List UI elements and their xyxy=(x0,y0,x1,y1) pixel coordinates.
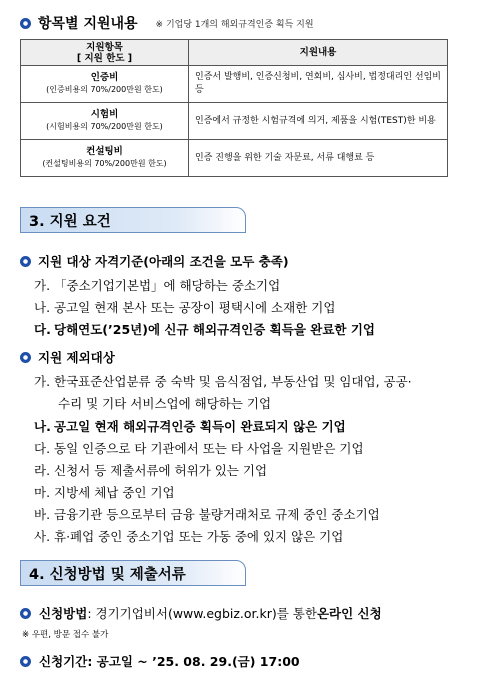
item-limit: (컨설팅비용의 70%/200만원 한도) xyxy=(42,159,167,168)
bullet-icon xyxy=(20,256,31,267)
item-limit: (시험비용의 70%/200만원 한도) xyxy=(46,122,163,131)
col-desc-header: 지원내용 xyxy=(189,40,448,66)
list-text: 「중소기업기본법」에 해당하는 중소기업 xyxy=(54,278,281,293)
list-mark: 사. xyxy=(34,529,51,544)
col-item-header xyxy=(21,40,189,66)
list-mark: 마. xyxy=(34,485,51,500)
item-desc: 인증 진행을 위한 기술 자문료, 서류 대행료 등 xyxy=(189,140,448,177)
item-cell xyxy=(21,140,189,177)
list-mark: 다. xyxy=(34,322,51,337)
list-item xyxy=(34,505,380,523)
section4-title: 4. 신청방법 및 제출서류 xyxy=(20,560,246,586)
list-text: 지방세 체납 중인 기업 xyxy=(54,485,175,500)
item-desc: 인증에서 규정한 시험규격에 의거, 제품을 시험(TEST)한 비용 xyxy=(189,103,448,140)
list-text: 공고일 현재 본사 또는 공장이 평택시에 소재한 기업 xyxy=(54,300,336,315)
list-mark: 가. xyxy=(34,278,51,293)
support-note: ※ 기업당 1개의 해외규격인증 획득 지원 xyxy=(155,19,314,30)
list-text: 공고일 현재 해외규격인증 획득이 완료되지 않은 기업 xyxy=(54,419,346,434)
list-text: 휴·폐업 중인 중소기업 또는 가동 중에 있지 않은 기업 xyxy=(54,529,344,544)
method-label: 신청방법 xyxy=(39,606,88,621)
list-item xyxy=(34,417,346,435)
item-cell xyxy=(21,103,189,140)
method-note: ※ 우편, 방문 접수 불가 xyxy=(22,630,109,640)
exclusion-heading: 지원 제외대상 xyxy=(38,350,115,365)
support-heading-row xyxy=(20,13,314,33)
method-strong: 온라인 신청 xyxy=(316,606,382,621)
list-item xyxy=(34,298,335,316)
list-item xyxy=(34,483,175,501)
list-mark: 다. xyxy=(34,441,51,456)
support-table xyxy=(20,39,448,177)
list-item xyxy=(34,461,267,479)
item-name: 시험비 xyxy=(90,109,119,120)
bullet-icon xyxy=(20,656,31,667)
item-cell xyxy=(21,66,189,103)
exclusion-heading-row xyxy=(20,348,115,366)
list-mark: 나. xyxy=(34,419,51,434)
period-text: : 공고일 ~ ’25. 08. 29.(금) 17:00 xyxy=(87,654,300,669)
item-name: 인증비 xyxy=(90,72,119,83)
item-limit: (인증비용의 70%/200만원 한도) xyxy=(46,85,163,94)
bullet-icon xyxy=(20,18,31,29)
bullet-icon xyxy=(20,608,31,619)
support-heading: 항목별 지원내용 xyxy=(38,16,138,32)
section3-title: 3. 지원 요건 xyxy=(20,207,246,233)
list-mark: 라. xyxy=(34,463,51,478)
list-mark: 가. xyxy=(34,374,51,389)
bullet-icon xyxy=(20,352,31,363)
list-text: 신청서 등 제출서류에 허위가 있는 기업 xyxy=(54,463,268,478)
list-item xyxy=(34,276,280,294)
list-mark: 바. xyxy=(34,507,51,522)
table-row xyxy=(21,103,448,140)
list-item xyxy=(34,372,412,390)
requirement-heading-row xyxy=(20,252,289,270)
method-row xyxy=(20,604,382,622)
table-header-row xyxy=(21,40,448,66)
list-text: 금융기관 등으로부터 금융 불량거래처로 규제 중인 중소기업 xyxy=(54,507,380,522)
list-text: 당해연도(’25년)에 신규 해외규격인증 획득을 완료한 기업 xyxy=(54,322,375,337)
table-row xyxy=(21,66,448,103)
list-text: 한국표준산업분류 중 숙박 및 음식점업, 부동산업 및 임대업, 공공· xyxy=(54,374,412,389)
list-item xyxy=(34,527,343,545)
list-item xyxy=(34,439,364,457)
list-text: 동일 인증으로 타 기관에서 또는 타 사업을 지원받은 기업 xyxy=(54,441,364,456)
period-row xyxy=(20,652,300,670)
item-name: 컨설팅비 xyxy=(86,146,123,157)
col-item-line2: [ 지원 한도 ] xyxy=(76,52,133,64)
col-item-line1: 지원항목 xyxy=(86,41,123,53)
list-item xyxy=(34,320,375,338)
table-row xyxy=(21,140,448,177)
period-label: 신청기간 xyxy=(39,654,88,669)
item-desc: 인증서 발행비, 인증신청비, 연회비, 심사비, 법정대리인 선임비 등 xyxy=(189,66,448,103)
list-item-continuation: 수리 및 기타 서비스업에 해당하는 기업 xyxy=(58,396,272,411)
list-mark: 나. xyxy=(34,300,51,315)
method-text: : 경기기업비서(www.egbiz.or.kr)를 통한 xyxy=(87,606,317,621)
requirement-heading: 지원 대상 자격기준(아래의 조건을 모두 충족) xyxy=(38,254,289,269)
